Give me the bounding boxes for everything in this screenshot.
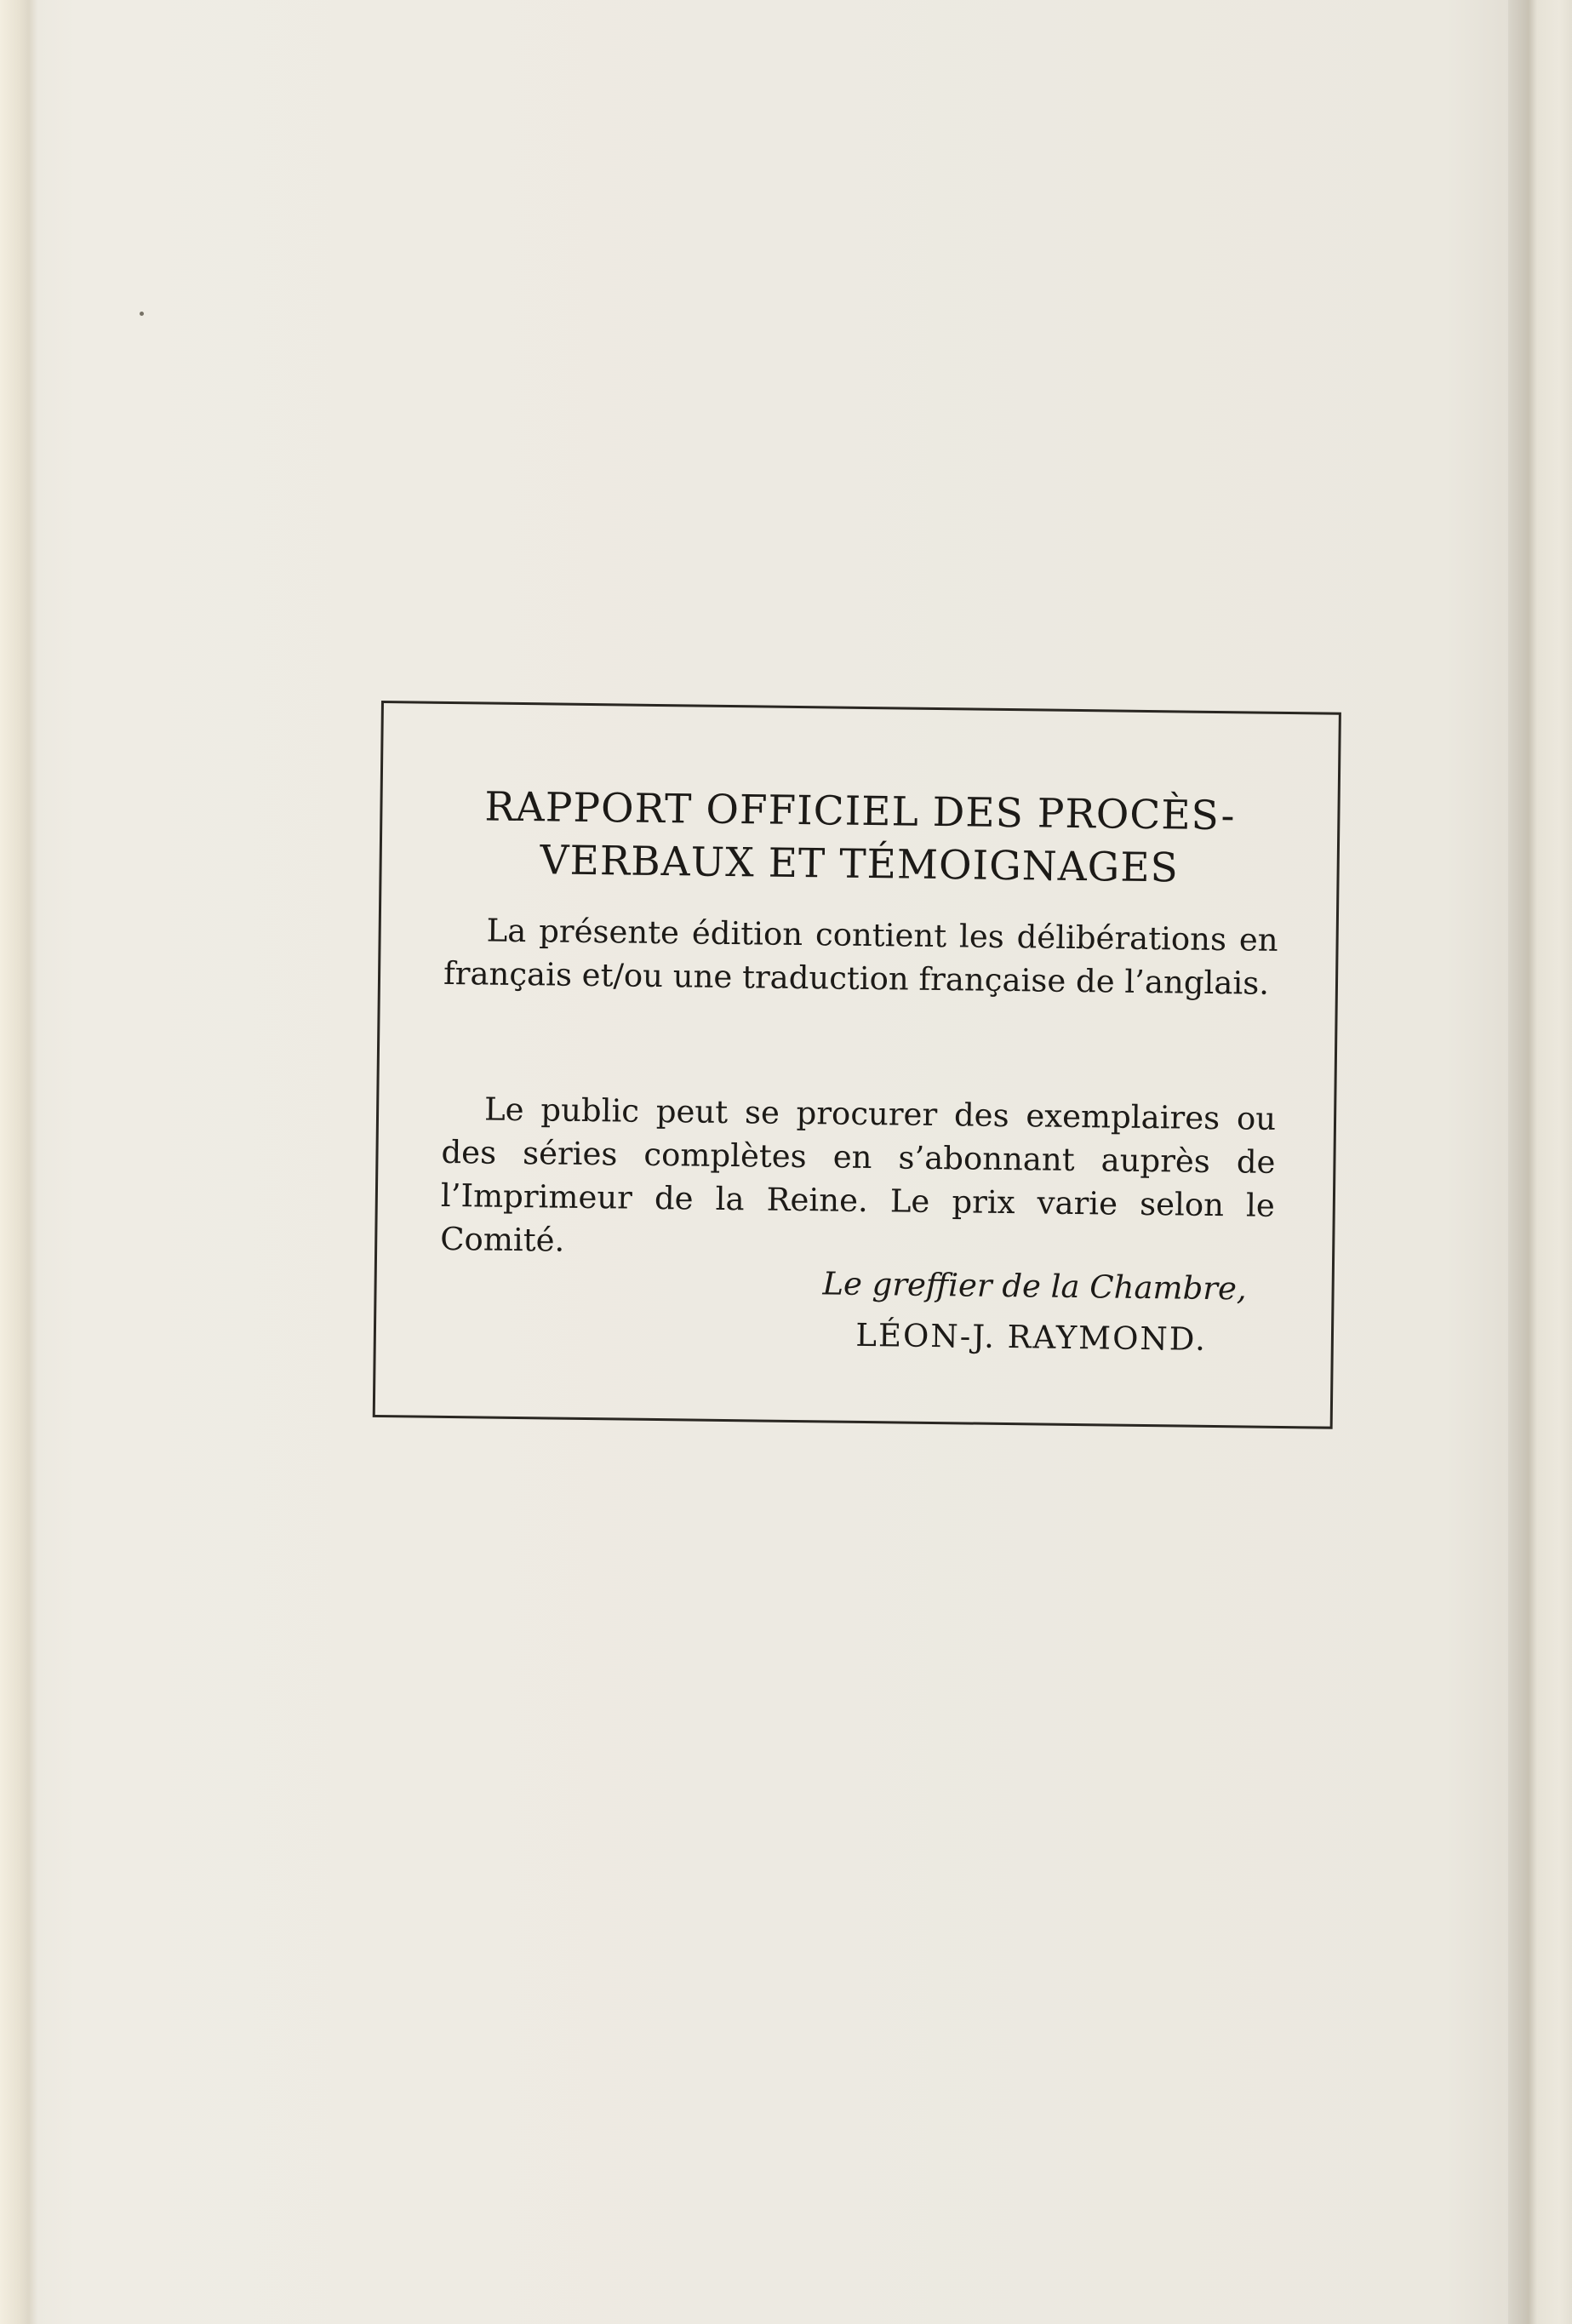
page-left-edge (0, 0, 37, 2324)
page-right-edge (1508, 0, 1572, 2324)
notice-paragraph-subscription: Le public peut se procurer des exemplaires ou des séries complètes en s’abonnant auprès de l’Imprimeur de la Reine. Le prix varie selon le Comité. (440, 1090, 1277, 1259)
signature-name: LÉON-J. RAYMOND. (855, 1316, 1208, 1358)
notice-title-line-2: VERBAUX ET TÉMOIGNAGES (540, 837, 1180, 892)
notice-title (381, 780, 1337, 897)
notice-paragraph-edition: La présente édition contient les délibérations en français et/ou une traduction française de l’anglais. (443, 912, 1278, 1002)
notice-title-line-1: RAPPORT OFFICIEL DES PROCÈS- (484, 783, 1236, 840)
official-notice-box (373, 701, 1341, 1429)
paper-speck (140, 312, 144, 316)
signature-role: Le greffier de la Chambre, (822, 1265, 1247, 1308)
